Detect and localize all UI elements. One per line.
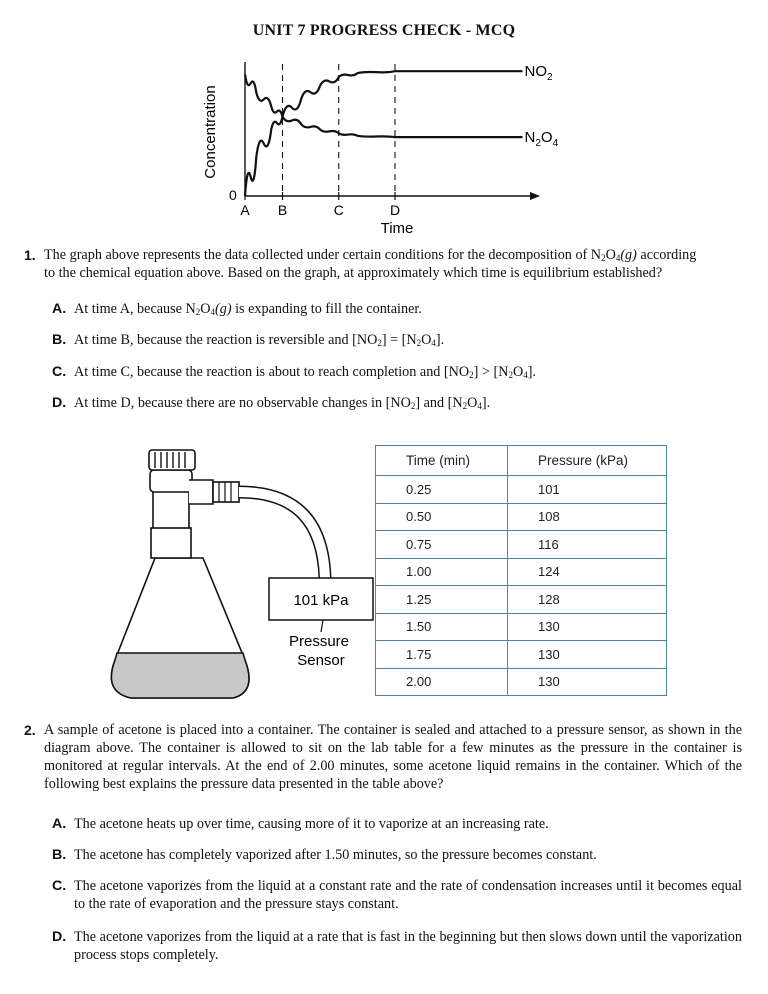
stopper xyxy=(151,528,191,558)
q2-option-b[interactable] xyxy=(52,846,742,864)
pressure-cell: 108 xyxy=(508,503,667,531)
time-cell: 1.75 xyxy=(376,641,508,669)
option-label: A. xyxy=(52,301,67,317)
time-cell: 2.00 xyxy=(376,668,508,696)
option-label: B. xyxy=(52,332,67,348)
n2o4-label: $N_2O_4$ xyxy=(524,129,559,150)
q1-option-a[interactable] xyxy=(52,300,742,318)
pressure-cell: 116 xyxy=(508,531,667,559)
time-marker-label: D xyxy=(389,202,401,218)
question-2-text: A sample of acetone is placed into a container. The container is sealed and attached to a pressure sensor, as shown in the diagram above. The container is allowed to sit on the lab table for a few minutes as the pressure in the container is monitored at regular intervals. At the end of 2.00 minutes, some acetone liquid remains in the container. Which of the following best explains the pressure data presented in the table above? xyxy=(44,722,742,792)
option-text: At time D, because there are no observable changes in $[NO_2]$ and $[N_2O_4]$. xyxy=(74,395,491,411)
x-axis-label: Time xyxy=(380,220,414,237)
q2-option-a[interactable] xyxy=(52,815,742,833)
option-text: At time C, because the reaction is about to reach completion and $[NO_2] > [N_2O_4]$. xyxy=(74,364,536,380)
pressure-cell: 130 xyxy=(508,641,667,669)
origin-label: 0 xyxy=(229,187,237,203)
time-cell: 0.25 xyxy=(376,476,508,504)
time-cell: 1.25 xyxy=(376,586,508,614)
x-axis-arrow xyxy=(530,192,540,200)
option-label: B. xyxy=(52,847,67,863)
time-marker-label: B xyxy=(277,202,288,218)
y-axis-label: Concentration xyxy=(202,85,219,179)
q1-option-d[interactable] xyxy=(52,394,742,412)
table-row xyxy=(376,641,667,669)
sensor-label-line1: Pressure xyxy=(288,633,350,650)
flask-apparatus-diagram xyxy=(95,440,380,710)
question-number: 2. xyxy=(24,722,36,738)
time-marker-label: A xyxy=(240,202,250,218)
pressure-cell: 130 xyxy=(508,668,667,696)
option-text: The acetone has completely vaporized after 1.50 minutes, so the pressure becomes constant. xyxy=(74,847,597,863)
option-label: A. xyxy=(52,816,67,832)
table-row xyxy=(376,503,667,531)
time-cell: 0.50 xyxy=(376,503,508,531)
option-text: The acetone heats up over time, causing more of it to vaporize at an increasing rate. xyxy=(74,816,549,832)
column-header-pressure: Pressure (kPa) xyxy=(508,446,667,476)
column-header-time: Time (min) xyxy=(376,446,508,476)
option-label: D. xyxy=(52,395,67,411)
option-label: C. xyxy=(52,364,67,380)
question-number: 1. xyxy=(24,247,36,263)
q2-option-d[interactable] xyxy=(52,928,742,963)
option-text: At time B, because the reaction is reversible and $[NO_2] = [N_2O_4]$. xyxy=(74,332,445,348)
option-text: The acetone vaporizes from the liquid at a constant rate and the rate of condensation increases until it becomes equal to the rate of evaporation and the pressure stays constant. xyxy=(74,878,742,912)
pressure-cell: 130 xyxy=(508,613,667,641)
valve-cap xyxy=(149,450,195,470)
question-1-line-1: The graph above represents the data collected under certain conditions for the decomposition of $N_2O_4(g)$ according xyxy=(44,247,697,263)
option-text: The acetone vaporizes from the liquid at a rate that is fast in the beginning but then slows down until the vaporization process stops completely. xyxy=(74,929,742,963)
table-row xyxy=(376,558,667,586)
time-cell: 1.00 xyxy=(376,558,508,586)
table-row xyxy=(376,476,667,504)
sensor-label-line2: Sensor xyxy=(297,652,345,669)
pressure-cell: 128 xyxy=(508,586,667,614)
question-1 xyxy=(24,246,744,281)
option-text: At time A, because $N_2O_4(g)$ is expanding to fill the container. xyxy=(74,301,422,317)
sensor-reading: 101 kPa xyxy=(293,592,349,609)
question-1-line-2: to the chemical equation above. Based on the graph, at approximately which time is equilibrium established? xyxy=(44,265,663,281)
table-row xyxy=(376,586,667,614)
page-title: UNIT 7 PROGRESS CHECK - MCQ xyxy=(252,22,516,39)
time-cell: 1.50 xyxy=(376,613,508,641)
table-row xyxy=(376,531,667,559)
q1-option-b[interactable] xyxy=(52,331,742,349)
pressure-data-table xyxy=(375,445,667,696)
acetone-liquid xyxy=(111,653,249,698)
pressure-cell: 124 xyxy=(508,558,667,586)
option-label: C. xyxy=(52,878,67,894)
option-label: D. xyxy=(52,929,67,945)
table-header-row xyxy=(376,446,667,476)
q2-option-c[interactable] xyxy=(52,877,742,912)
time-marker-label: C xyxy=(333,202,344,218)
q1-option-c[interactable] xyxy=(52,363,742,381)
table-row xyxy=(376,613,667,641)
no2-label: $NO_2$ xyxy=(524,63,553,84)
time-cell: 0.75 xyxy=(376,531,508,559)
no2-curve xyxy=(245,71,523,196)
concentration-time-graph xyxy=(195,55,585,240)
table-row xyxy=(376,668,667,696)
pressure-cell: 101 xyxy=(508,476,667,504)
